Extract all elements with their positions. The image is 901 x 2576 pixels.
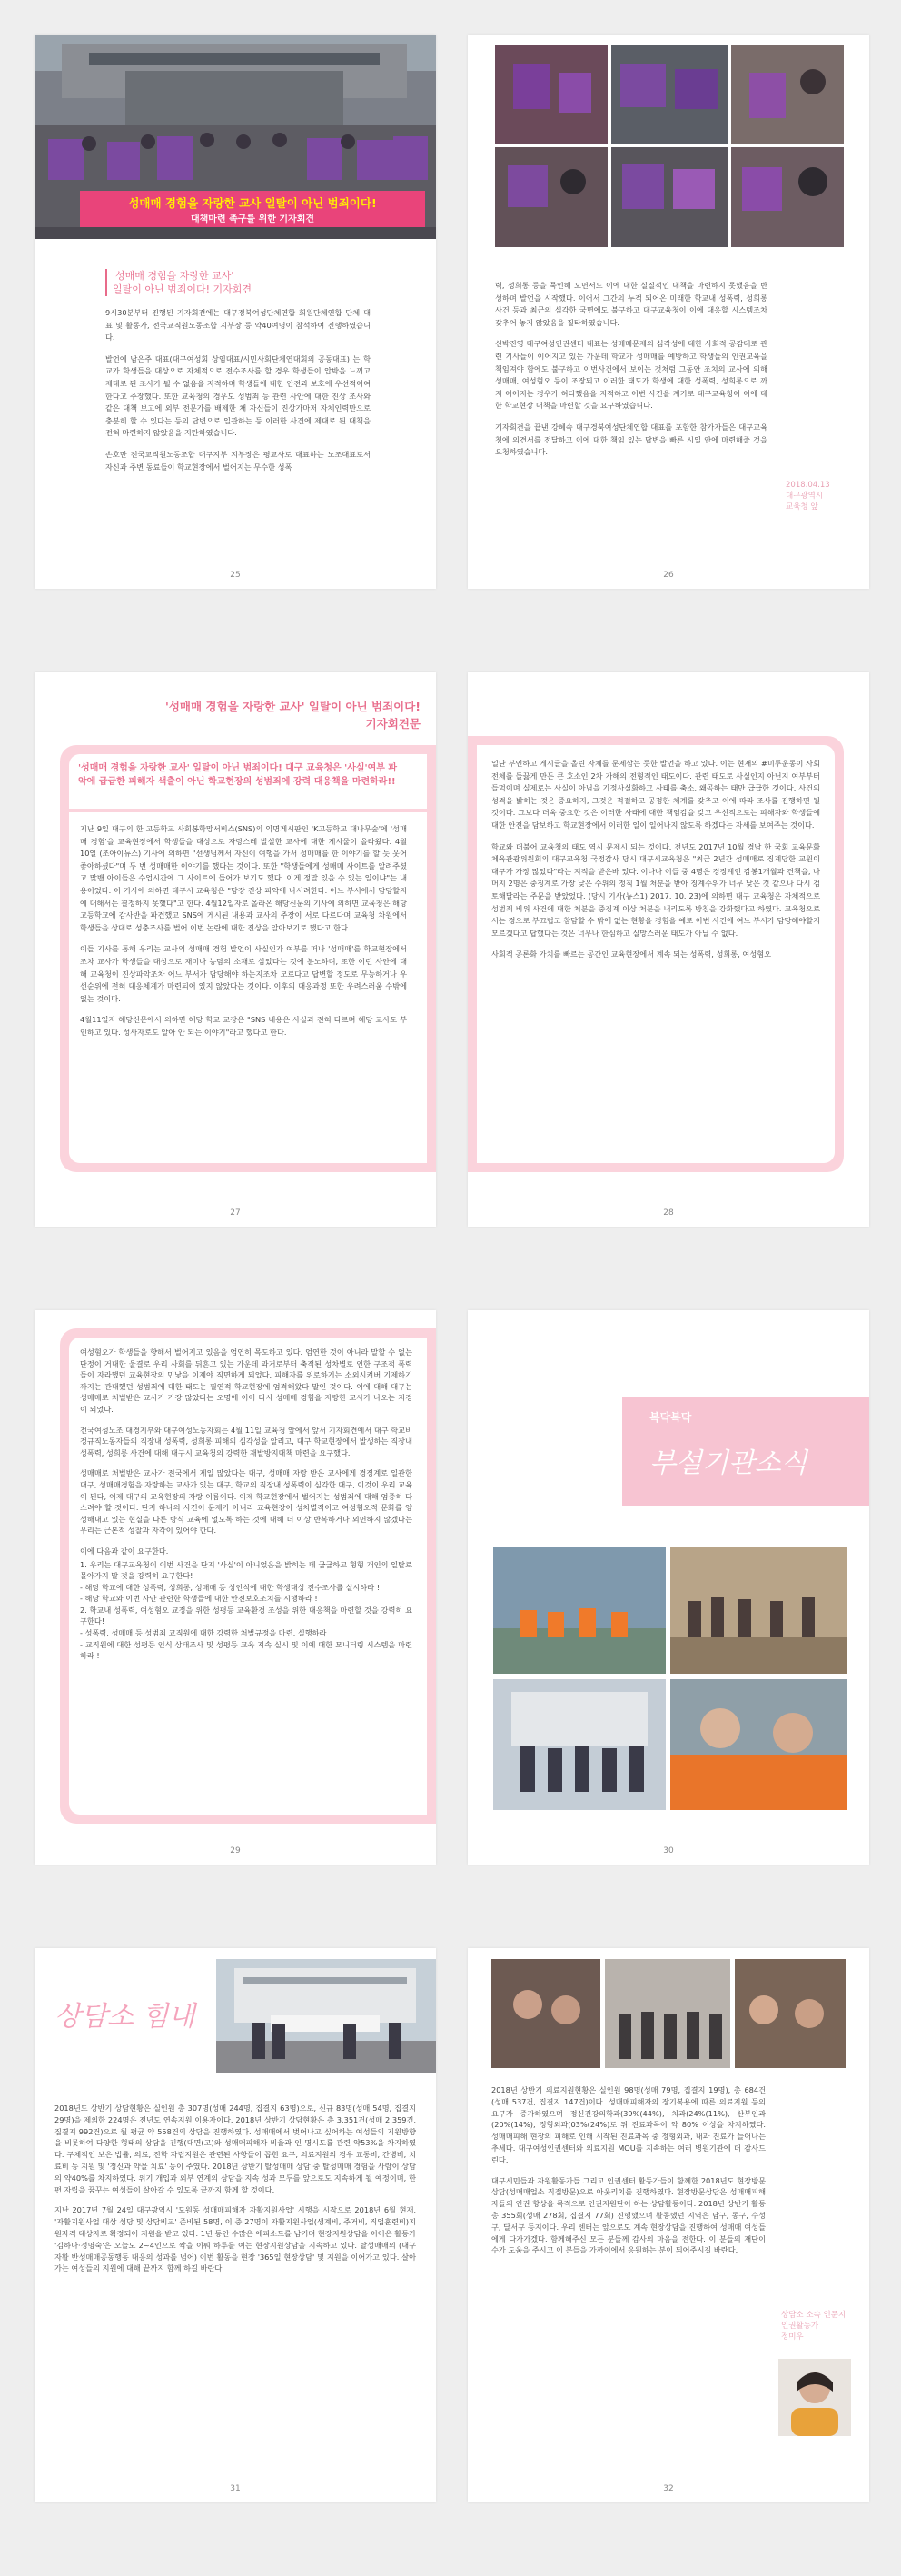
p27-top-title-line2: 기자회견문: [365, 717, 421, 731]
page-number: 27: [230, 1208, 241, 1218]
caption-date: 2018.04.13: [786, 481, 830, 490]
demand-2: 2. 학교내 성폭력, 여성혐오 교정을 위한 성평등 교육환경 조성을 위한 대응책을 마련할 것을 강력히 요구한다!: [80, 1605, 412, 1626]
p27-paragraph-1: 지난 9일 대구의 한 고등학교 사회봉학망서비스(SNS)의 익명게시판인 'K고등학교 대나무숲'에 '성매매 경험'을 교육현장에서 학생들을 대상으로 자랑스레 발설한 교사에 대한 게시물이 올라왔다. 4월 10일 (조아이뉴스) 기사에 의하면 "선생님께서 자신이 여행을 가서 성매매를 한 이야기를 할 듯 웃어 좋아하셨다"며 두 번 성매매한 이야기를 했다는 것이다. 또한 "학생들에게 성매매 사이트를 알려주셨고 맞밴 아이들은 수업시간에 그 사이트에 들어가 보기도 했다. 이게 정말 있을 수 있는 일이냐"는 내용이었다. 이 기사에 의하면 대구시 교육청은 "당장 진상 파악에 나서려한다. 어느 부서에서 담당할지에 대해서는 결정하지 못했다"고 한다. 4월12일자로 올라온 해당신문의 기사에 의하면 교육청은 해당 고등학교에 감사반을 파견했고 SNS에 게시된 내용과 교사의 주장이 서로 다르다며 교육청 차원에서 학생들을 상대로 성충조사를 벌어 이번 논란에 대한 진상을 알아보기로 했다고 한다.: [80, 824, 407, 932]
page-32: [468, 1948, 869, 2502]
page-28: [468, 672, 869, 1227]
p25-paragraph-3: 손호만 전국교직원노동조합 대구지부 지부장은 평교사로 대표하는 노조대표로서 자신과 주변 동료들이 학교현장에서 벌어지는 무수한 성폭: [105, 449, 371, 472]
page-number: 32: [663, 2484, 674, 2493]
demand-1: 1. 우리는 대구교육청이 이번 사건을 단지 '사실'이 아니었음을 밝히는 데 급급하고 형형 개인의 일탈로 몰아가지 말 것을 강력히 요구한다!: [80, 1559, 412, 1581]
caption-line-2: 인권활동가: [781, 2322, 819, 2331]
page-31: [35, 1948, 436, 2502]
demand-2a: - 성폭력, 성매매 등 성범죄 교직원에 대한 강력한 처벌규정을 마련, 실행하라: [80, 1628, 327, 1638]
p27-subhead-box: [69, 754, 427, 809]
p27-paragraph-3: 4월11일자 해당신문에서 의하면 해당 학교 교장은 "SNS 내용은 사실과 전혀 다르며 해당 교사도 부인하고 있다. 성사자로도 알아 안 되는 이야기"라고 했다고 한다.: [80, 1015, 407, 1037]
p25-title: [105, 269, 252, 296]
caption-place-1: 대구광역시: [786, 492, 824, 501]
banner-text-1: 성매매 경험을 자랑한 교사 일탈이 아닌 범죄이다!: [128, 196, 377, 210]
p29-pink-frame: [60, 1328, 436, 1824]
page-26: [468, 35, 869, 589]
page-25: [35, 35, 436, 589]
p28-pink-frame: [468, 736, 844, 1172]
demand-1b: - 해당 학교와 이번 사안 관련한 학생들에 대한 안전보호조치를 시행하라 !: [80, 1594, 318, 1604]
p28-body-box: [477, 745, 835, 1163]
demand-1a: - 해당 학교에 대한 성폭력, 성희롱, 성매매 등 성인식에 대한 학생대상 전수조사를 실시하라 !: [80, 1582, 381, 1592]
p29-body-box: [69, 1338, 427, 1815]
activity-photo-collage: [491, 1959, 846, 2068]
p27-pink-frame: [60, 745, 436, 1172]
p32-paragraph-1: 2018년 상반기 의료지원현황은 실인원 98명(성매 79명, 집결지 19명), 총 684건(성매 537건, 집결지 147건)이다. 성매매피해자의 장기복용에 따른 의료지원 등의 요구가 증가하였으며 정신건강의학과(39%(44%), 치과(24%(11%), 산부인과(20%(14%), 정형외과(03%(24%)로 뒤 진료과목이 약 80% 이상을 차지하였다. 성매매피해 현장의 피해로 인해 시작된 진료과목 중 정형외과, 내과 진료가 늘어나는 추세다. 대구여성인권센터와 의료지원 MOU를 지속하는 여러 병원기관에 더 감사드린다.: [491, 2085, 766, 2164]
p27-paragraph-2: 이들 기사를 통해 우리는 교사의 성매매 경험 발언이 사실인가 여부를 떠나 '성매매'를 학교현장에서 조차 교사가 학생들을 대상으로 재미나 농담의 소재로 삼았다는 것에 분노하며, 또한 이런 사안에 대해 교육청이 진상파악조차 어느 부서가 담당해야 하는지조차 모르다고 답변할 정도로 무능하거나 우선순위에 전혀 대응체계가 마련되어 있지 않았다는 것이다. 이후의 대응과정 또한 우려스러움 수밖에 없는 것이다.: [80, 944, 407, 1003]
page-30: [468, 1310, 869, 1865]
p26-body: [495, 280, 767, 468]
p27-top-title-line1: '성매매 경험을 자랑한 교사' 일탈이 아닌 범죄이다!: [165, 700, 421, 713]
section-title: 부설기관소식: [649, 1447, 807, 1479]
p28-body: [491, 758, 820, 970]
page-number: 26: [663, 571, 674, 580]
p25-title-line1: '성매매 경험을 자랑한 교사': [113, 270, 234, 282]
p29-paragraph-3: 성매매로 처벌받은 교사가 전국에서 제일 많았다는 대구, 성매매 자랑 받은 교사에게 경징계로 일관한 대구, 성매매경험을 자랑하는 교사가 있는 대구, 학교의 직장내 성폭력이 심각한 대구, 이것이 우리 교육이 된다, 이제 대구의 교육현장의 자랑 이름이다. 이제 학교현장에서 벌어지는 성범죄에 대해 엄중히 다스려야 할 것이다. 단지 하나의 사건이 문제가 아니라 교육현장이 성차별적이고 여성혐오적 문화를 양성해내고 있는 현실을 다른 방식 교육에 없도록 하는 것에 대해 더 이상 반복하거나 외면하지 않겠다는 우리는 근본적 성찰과 자각이 있어야 한다.: [80, 1468, 412, 1536]
page-number: 25: [230, 571, 241, 580]
p26-caption: [786, 480, 849, 512]
outing-photo-collage: [493, 1547, 847, 1810]
p26-paragraph-3: 기자회견을 끝낸 강혜숙 대구경북여성단체연합 대표를 포함한 참가자들은 대구교육청에 의견서를 전달하고 이에 대한 책임 있는 답변을 빠른 시일 안에 마련해줄 것을 요청하였습니다.: [495, 422, 767, 457]
p25-body: [105, 307, 371, 482]
p25-title-line2: 일탈이 아닌 범죄이다! 기자회견: [113, 283, 252, 295]
p29-paragraph-4: 이에 다음과 같이 요구한다.: [80, 1546, 169, 1556]
p27-subhead: '성매매 경험을 자랑한 교사' 일탈이 아닌 범죄이다! 대구 교육청은 '사실'여부 파악에 급급한 피해자 색출이 아닌 학교현장의 성범죄에 강력 대응책을 마련하라!!: [78, 763, 398, 787]
page-number: 31: [230, 2484, 241, 2493]
page-number: 30: [663, 1846, 674, 1855]
caption-line-1: 상담소 소속 인문지: [781, 2311, 847, 2320]
counseling-group-photo: [216, 1959, 436, 2073]
p31-paragraph-1: 2018년도 상반기 상담현황은 실인원 총 307명(성매 244명, 집결지 63명)으로, 신규 83명(성매 54명, 집결지 29명)을 제외한 224명은 전년도 연속지원 이용자이다. 2018년 상반기 상담현황은 총 3,351건(성매 2,359건, 집결지 992건)으로 월 평균 약 558건의 상담을 진행하였다. 성매매에서 벗어나고 싶어하는 여성들의 지원방향을 비롯하여 다양한 형태의 상담을 진행(대면(고)와 성매매피해자 비율과 인 명시도를 관련 약53%을 차지하였다. 구체적인 보은 법률, 의료, 진학 자립지원은 관련된 사항들이 꼽힌 요구, 의료지원의 경우 교통비, 간병비, 치료비 등 지원 및 '정신과 약물 치료' 등이 주였다. 2018년 상반기 탈성매매 상담 중 탈성매매 경험을 사람이 상담의 약40%를 차지하였다. 위기 개입과 외부 연계의 상담을 지속 성과 모두를 앞으로도 지속하게 될 예정이며, 한편 자립을 꿈꾸는 여성들이 살아갈 수 있도록 끝까지 함께 할 것이다.: [54, 2104, 416, 2194]
p32-caption: [781, 2310, 854, 2342]
press-conference-photo: [35, 35, 436, 239]
p28-paragraph-2: 학교와 더불어 교육청의 태도 역시 문제시 되는 것이다. 전년도 2017년 10월 경남 한 국회 교육문화체육관광위원회의 대구교육청 국정감사 당시 대구시교육청은 "최근 2년간 성매매로 징계당한 교원이 대구가 가장 많았다"라는 지적을 받은바 있다. 이나나 이들 중 4명은 경징계인 감봉1개월과 견책을, 나머지 2명은 중징계로 가장 낮은 수위의 정직 1월 처분을 받아 징계수위가 너무 낮은 것 같으나 다시 검토해달라는 주문을 받았었다. (당시 기사(뉴스1) 2017. 10. 23)에 의하면 대구 교육청은 자체적으로 성범죄 비위 사건에 대한 처분을 중징계 이상 처분을 내리도록 방침을 강화했다고 하였다. 교육청으로서는 정으로 부끄럽고 참담할 수 밖에 없는 현황을 경험을 예로 이번 사건에 여느 부서가 담당해야할지 모르겠다고 답했다는 것은 너무나 한심하고 실망스러운 태도가 아닐 수 없다.: [491, 841, 820, 938]
p27-body: [80, 823, 407, 1049]
p26-paragraph-1: 력, 성희롱 등을 묵인해 오면서도 이에 대한 실질적인 대책을 마련하지 못했음을 반성하며 발언을 시작했다. 이어서 그간의 누적 되어온 미래한 학교내 성폭력, 성희롱 사건 등과 최근의 심각한 국면에도 불구하고 대구교육청이 이에 대응할 시스템조차 갖추어 놓지 않았음을 질타하였습니다.: [495, 281, 767, 327]
p32-body: [491, 2084, 766, 2265]
p29-body: [80, 1347, 412, 1662]
page-29: [35, 1310, 436, 1865]
page-27: [35, 672, 436, 1227]
p27-top-title: [53, 698, 421, 732]
p31-paragraph-2: 지난 2017년 7월 24일 대구광역시 '도원동 성매매피해자 자활지원사업' 시행을 시작으로 2018년 6월 현재, '자활지원사업 대상 성당 및 상담비교' 준비된 58명, 이 중 27명이 자활지원사업(생계비, 주거비, 직업훈련비)지원자격 대상자로 확정되어 지원을 받고 있다. 1년 동안 수많은 에피소드를 남기며 현장지원상담을 이어온 활동가 '김하나·정명숙'은 오늘도 2~4인으로 짝을 이뤄 하루를 여는 현장지원상담을 지속하고 있다. 탈성매매의 (대구자활 반성매매공동행동 대응의 성과를 넘어) 이번 활동을 현장 '365일 현장상담' 및 지원을 이어가고 있다. 살아가는 여성들의 지원에 대해 끝까지 함께 하길 바란다.: [54, 2205, 416, 2273]
p25-paragraph-1: 9시30분부터 진행된 기자회견에는 대구경북여성단체연합 회원단체연합 단체 대표 및 활동가, 전국교직원노동조합 지부장 등 약40여명이 참석하여 진행하였습니다.: [105, 308, 371, 343]
photo-collage: [495, 45, 844, 247]
page-number: 28: [663, 1208, 674, 1218]
p26-paragraph-2: 신박진영 대구여성인권센터 대표는 성매매문제의 심각성에 대한 사회적 공감대로 관련 기사들이 이어지고 있는 가운데 학교가 성매매를 예방하고 학생들의 인권교육을 책임져야 함에도 불구하고 이번사건에서 보이는 것처럼 그동안 조치의 교사에 의해 성매매, 여성혐오 등이 조장되고 이러한 태도가 학생에 대한 성폭력, 성희롱으로 까지 이어지는 경우가 허다했음을 지적하고 이번 사건을 계기로 대구교육청이 이에 대한 학교현장 대책을 마련할 것을 요구하였습니다.: [495, 339, 767, 411]
page-number: 29: [230, 1846, 241, 1855]
p29-paragraph-2: 전국여성노조 대경지부와 대구여성노동자회는 4월 11일 교육청 앞에서 앞서 기자회견에서 대구 학교비정규직노동자들의 직장내 성폭력, 성희롱 피해의 심각성을 알리고, 대구 학교현장에서 발생하는 직장내 성폭력, 성희롱 사건에 대해 대구시 교육청의 강력한 재발방지대책 마련을 요구했다.: [80, 1425, 412, 1457]
p32-paragraph-2: 대구시민들과 자원활동가들 그리고 인권센터 활동가들이 함께한 2018년도 현장방문상담(성매매업소 직접방문)으로 아웃리치를 진행하였다. 현장방문상담은 성매매피해자들의 인권 향상을 목적으로 인권지원단이 하는 상담활동이다. 2018년 상반기 활동 총 355회(성매 278회, 집결지 77회) 진행했으며 활동했던 지역은 남구, 동구, 수성구, 달서구 등지이다. 우리 센터는 앞으로도 계속 현장상담을 진행하여 성매매 여성들에게 다가가겠다. 함께해주신 모든 분들께 감사의 마음을 전한다. 이 분들의 재단이 수가 도움을 주시고 이 분들을 가까이에서 응원하는 분이 되어주시길 바란다.: [491, 2175, 766, 2255]
p31-body: [54, 2103, 416, 2283]
demand-2b: - 교직원에 대한 성평등 인식 상태조사 및 성평등 교육 지속 실시 및 이에 대한 모니터링 시스템을 마련하라 !: [80, 1639, 412, 1661]
p25-paragraph-2: 발언에 남은주 대표(대구여성회 상임대표/시민사회단체연대회의 공동대표) 는 학교가 학생들을 대상으로 자체적으로 전수조사를 할 경우 학생들이 압박을 느끼고 제대로 된 조사가 될 수 없음을 지적하며 학생들에 대한 안전과 보호에 우선적이여 한다고 주장했다. 또한 교육청의 경우도 성범죄 등 관련 사안에 대한 진상 조사와 같은 대책 보고에 외부 전문가를 배제한 채 자신들이 진상가마저 자체인력만으로 충분히 할 수 있다는 등의 답변으로 일관하는 등 이러한 사건에 제대로 된 대책을 전혀 마련하지 않았음을 지탄하였습니다.: [105, 353, 371, 438]
caption-line-3: 정미우: [781, 2332, 804, 2342]
p28-paragraph-3: 사회적 공론화 가치를 빠르는 공간인 교육현장에서 계속 되는 성폭력, 성희롱, 여성혐오: [491, 950, 772, 960]
p29-paragraph-1: 여성혐오가 학생들을 향해서 벌어지고 있음을 엄연히 목도하고 있다. 엄연한 것이 아니라 말할 수 없는 단정이 거대한 울결로 우리 사회를 뒤흔고 있는 가운데 과거로부터 축적된 성차별로 인한 구조적 폭력들이 자라했던 교육현장의 민낯을 이제야 직면하게 되었다. 피해자를 위로하기는 소외시켜버 기제하기까지는 관대했던 성범죄에 대한 태도는 필연적 학교현장에 엄격해왔다 말인 것이다. 이에 대해 대구는 성매매로 처벌받은 교사가 가장 많았다는 오명에 이어 다시 성매매 경험을 자랑한 교사가 나오는 지경이 되었다.: [80, 1348, 412, 1414]
p31-title: 상담소 힘내: [54, 2001, 195, 2033]
banner-text-2: 대책마련 촉구를 위한 기자회견: [190, 214, 315, 224]
section-header-block: [622, 1397, 869, 1506]
p28-paragraph-1: 일단 부인하고 게시글을 올린 자체를 문제삼는 듯한 발언을 하고 있다. 이는 현재의 #미투운동이 사회전체를 들끓게 만든 큰 호소인 2차 가해의 전형적인 태도이다. 관련 태도로 사실인지 아닌지 여부부터 들먹이며 실제로는 사실이 아님을 기정사실화하고 사태를 축소, 왜곡하는 태만 급급한 것이다. 사건의 성격을 밝히는 것은 중요하지, 그것은 적절하고 공정한 체계를 갖추고 이에 따라 조사를 진행하면 될 것이다. 그보다 더욱 중요한 것은 이러한 사태에 대한 책임감을 갖고 우선적으로는 피해자와 학생들에 대한 안전을 담보하고 학교현장에서 이러한 일이 일어나지 않도록 하겠다는 자세를 보여주는 것이다.: [491, 759, 820, 830]
activist-portrait: [778, 2359, 851, 2436]
p27-body-box: [69, 812, 427, 1163]
section-label: 복닥복닥: [649, 1411, 692, 1424]
caption-place-2: 교육청 앞: [786, 502, 818, 512]
